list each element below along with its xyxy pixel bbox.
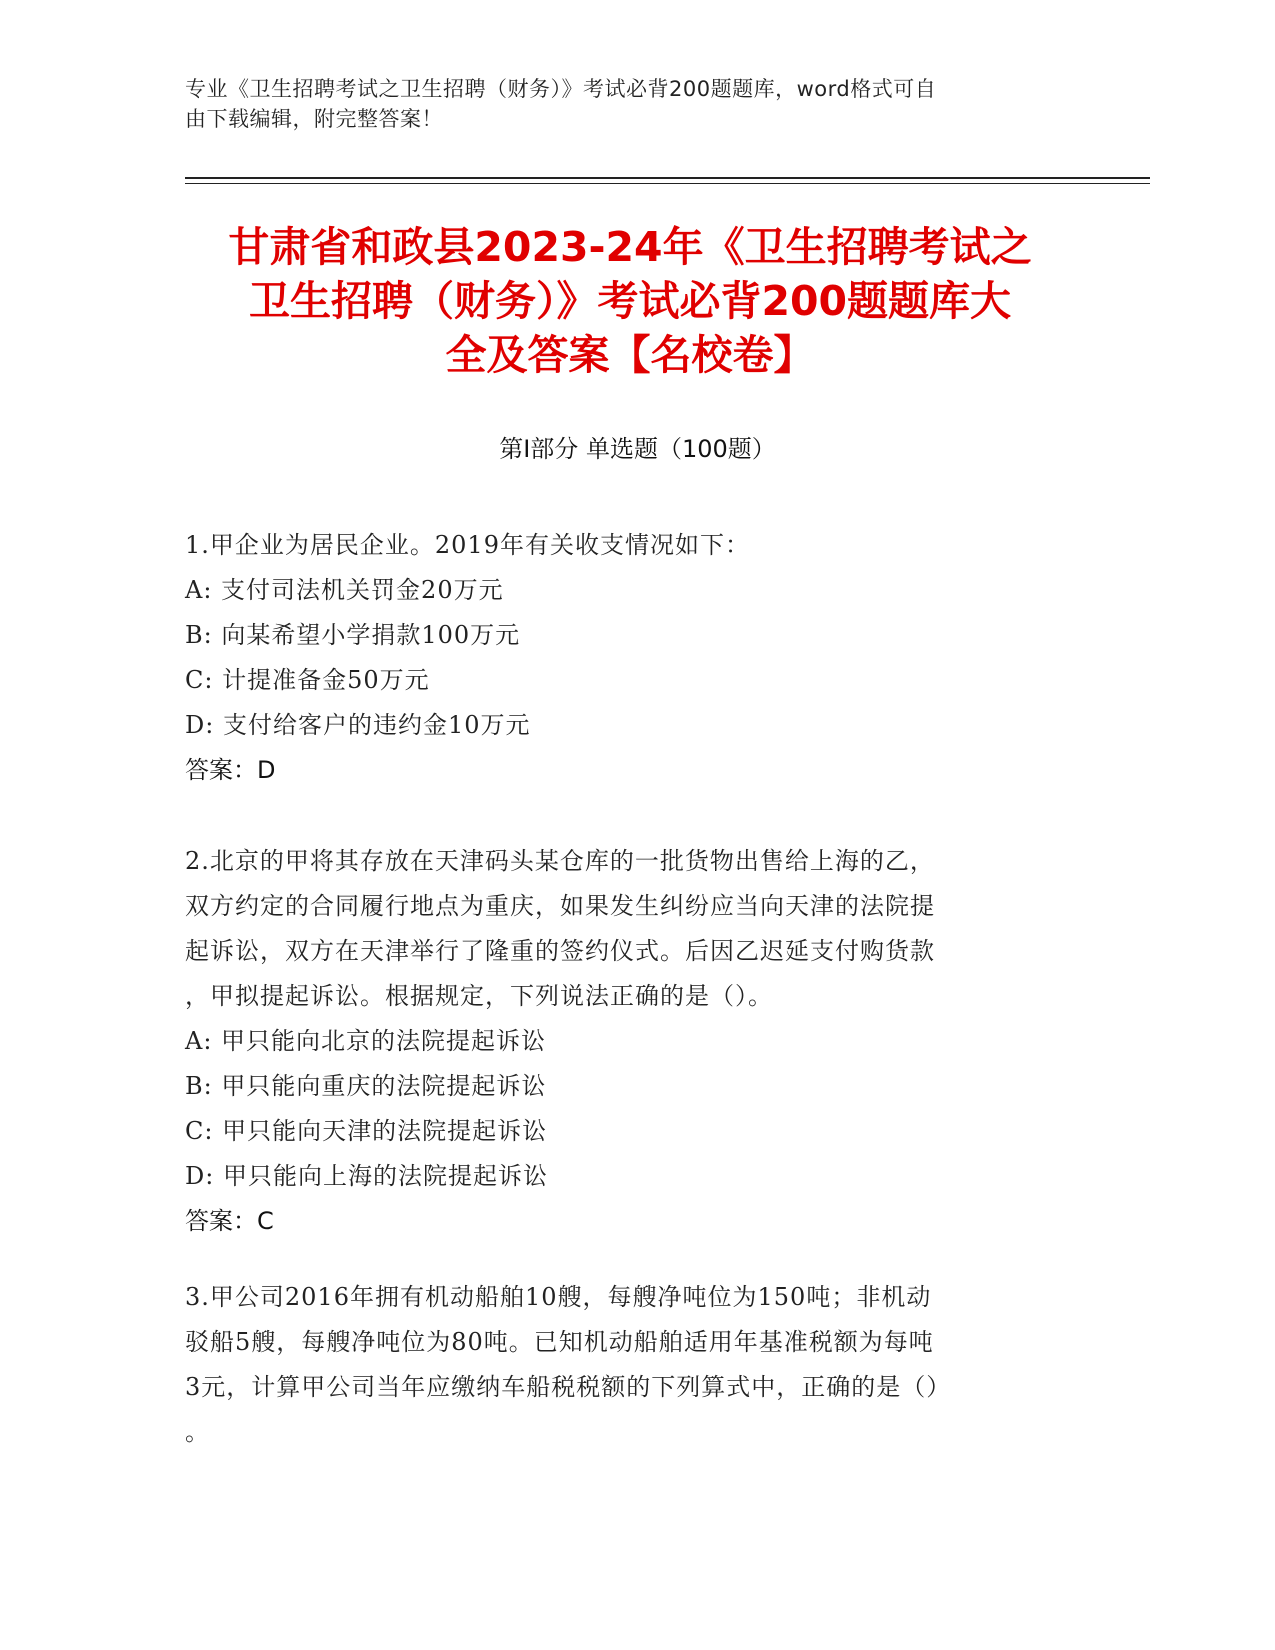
option-c: C: 甲只能向天津的法院提起诉讼 xyxy=(185,1117,548,1145)
question-stem: 驳船5艘，每艘净吨位为80吨。已知机动船舶适用年基准税额为每吨 xyxy=(185,1328,934,1356)
header-note-line: 专业《卫生招聘考试之卫生招聘（财务）》考试必背200题题库，word格式可自 xyxy=(185,77,937,101)
option-a: A: 支付司法机关罚金20万元 xyxy=(185,576,504,604)
question-stem: 3.甲公司2016年拥有机动船舶10艘，每艘净吨位为150吨；非机动 xyxy=(185,1283,932,1311)
question-2 xyxy=(185,839,1075,1244)
header-note xyxy=(185,74,1065,134)
document-title xyxy=(150,220,1110,382)
question-3 xyxy=(185,1275,1075,1455)
question-stem: 起诉讼，双方在天津举行了隆重的签约仪式。后因乙迟延支付购货款 xyxy=(185,937,935,965)
question-stem: 1.甲企业为居民企业。2019年有关收支情况如下： xyxy=(185,531,750,559)
question-stem: ，甲拟提起诉讼。根据规定，下列说法正确的是（）。 xyxy=(185,982,773,1010)
header-note-line: 由下载编辑，附完整答案！ xyxy=(185,107,443,131)
answer: 答案：C xyxy=(185,1207,274,1235)
title-line: 卫生招聘（财务）》考试必背200题题库大 xyxy=(248,277,1012,325)
question-stem: 。 xyxy=(185,1418,210,1446)
question-stem: 2.北京的甲将其存放在天津码头某仓库的一批货物出售给上海的乙， xyxy=(185,847,935,875)
option-d: D: 甲只能向上海的法院提起诉讼 xyxy=(185,1162,548,1190)
title-line: 全及答案【名校卷】 xyxy=(445,331,815,379)
option-a: A: 甲只能向北京的法院提起诉讼 xyxy=(185,1027,547,1055)
option-d: D: 支付给客户的违约金10万元 xyxy=(185,711,531,739)
answer: 答案：D xyxy=(185,756,276,784)
header-rule-thin xyxy=(185,183,1150,184)
option-c: C: 计提准备金50万元 xyxy=(185,666,430,694)
question-1 xyxy=(185,523,1075,793)
question-stem: 双方约定的合同履行地点为重庆，如果发生纠纷应当向天津的法院提 xyxy=(185,892,935,920)
question-stem: 3元，计算甲公司当年应缴纳车船税税额的下列算式中，正确的是（） xyxy=(185,1373,952,1401)
header-rule-thick xyxy=(185,177,1150,179)
option-b: B: 甲只能向重庆的法院提起诉讼 xyxy=(185,1072,547,1100)
title-line: 甘肃省和政县2023-24年《卫生招聘考试之 xyxy=(228,223,1032,271)
section-heading: 第Ⅰ部分 单选题（100题） xyxy=(499,435,776,463)
option-b: B: 向某希望小学捐款100万元 xyxy=(185,621,521,649)
